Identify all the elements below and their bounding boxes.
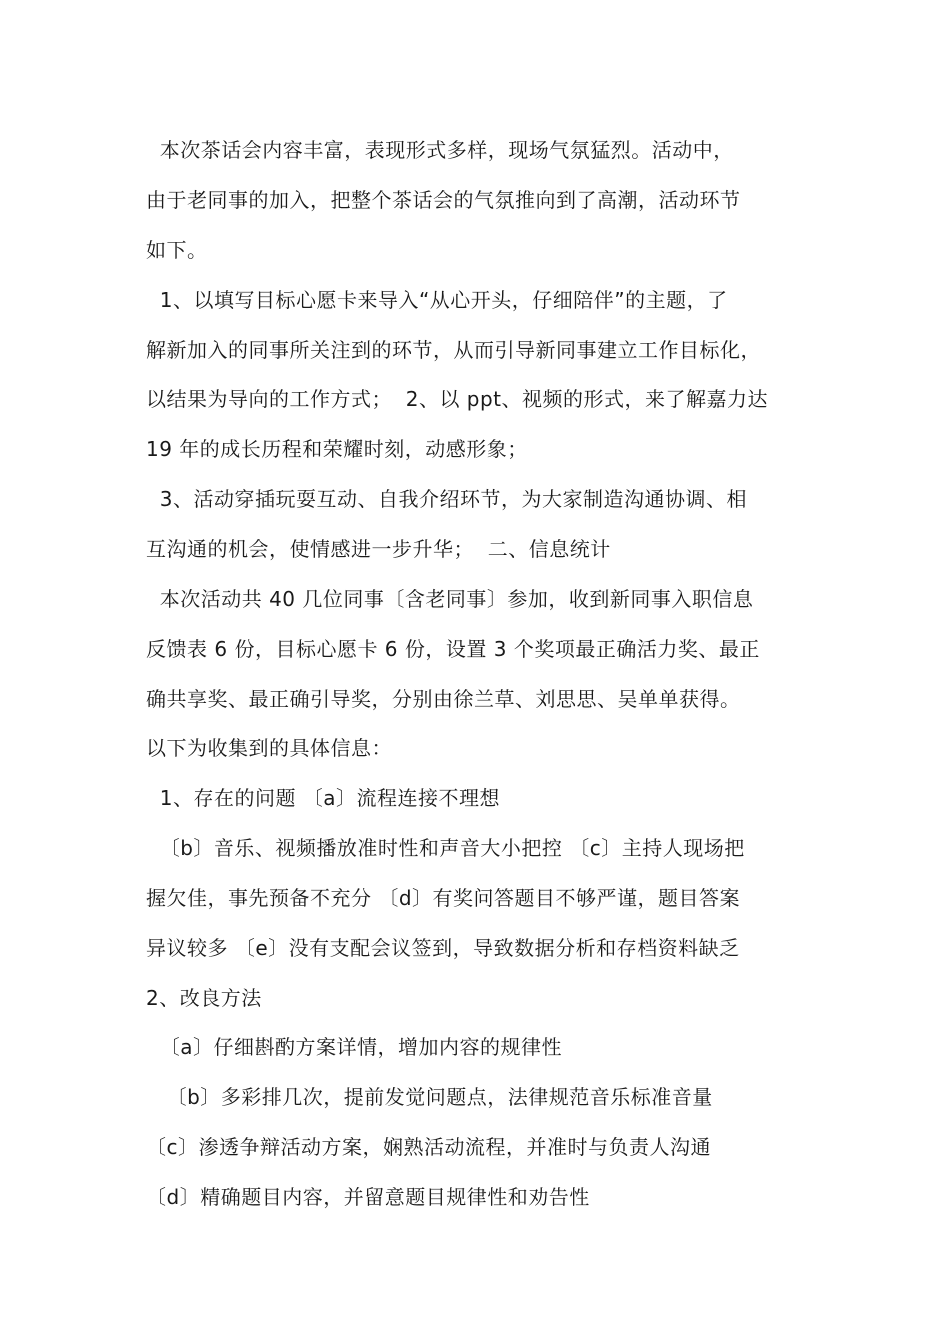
text-line: 反馈表 6 份，目标心愿卡 6 份，设置 3 个奖项最正确活力奖、最正: [146, 637, 760, 661]
text-line: 〔a〕仔细斟酌方案详情，增加内容的规律性: [146, 1035, 562, 1059]
text-line: 19 年的成长历程和荣耀时刻，动感形象；: [146, 437, 528, 461]
text-line: 3、活动穿插玩耍互动、自我介绍环节，为大家制造沟通协调、相: [146, 487, 747, 511]
text-line: 〔b〕多彩排几次，提前发觉问题点，法律规范音乐标准音量: [146, 1085, 713, 1109]
text-line: 由于老同事的加入，把整个茶话会的气氛推向到了高潮，活动环节: [146, 188, 741, 212]
text-line: 异议较多 〔e〕没有支配会议签到，导致数据分析和存档资料缺乏: [146, 936, 740, 960]
text-line: 1、以填写目标心愿卡来导入“从心开头，仔细陪伴”的主题，了: [146, 288, 728, 312]
text-line: 确共享奖、最正确引导奖，分别由徐兰草、刘思思、吴单单获得。: [146, 687, 741, 711]
text-line: 如下。: [146, 238, 208, 262]
text-line: 握欠佳，事先预备不充分 〔d〕有奖问答题目不够严谨，题目答案: [146, 886, 741, 910]
text-line: 本次茶话会内容丰富，表现形式多样，现场气氛猛烈。活动中，: [146, 138, 734, 162]
text-line: 本次活动共 40 几位同事〔含老同事〕参加，收到新同事入职信息: [146, 587, 754, 611]
text-line: 2、改良方法: [146, 986, 262, 1010]
text-line: 〔c〕渗透争辩活动方案，娴熟活动流程，并准时与负责人沟通: [146, 1135, 711, 1159]
text-line: 互沟通的机会，使情感进一步升华； 二、信息统计: [146, 537, 611, 561]
text-line: 解新加入的同事所关注到的环节，从而引导新同事建立工作目标化，: [146, 338, 761, 362]
text-line: 〔b〕音乐、视频播放准时性和声音大小把控 〔c〕主持人现场把: [146, 836, 745, 860]
text-line: 1、存在的问题 〔a〕流程连接不理想: [146, 786, 501, 810]
text-line: 以结果为导向的工作方式； 2、以 ppt、视频的形式，来了解嘉力达: [146, 387, 769, 411]
text-line: 〔d〕精确题目内容，并留意题目规律性和劝告性: [146, 1185, 590, 1209]
text-line: 以下为收集到的具体信息：: [146, 736, 392, 760]
